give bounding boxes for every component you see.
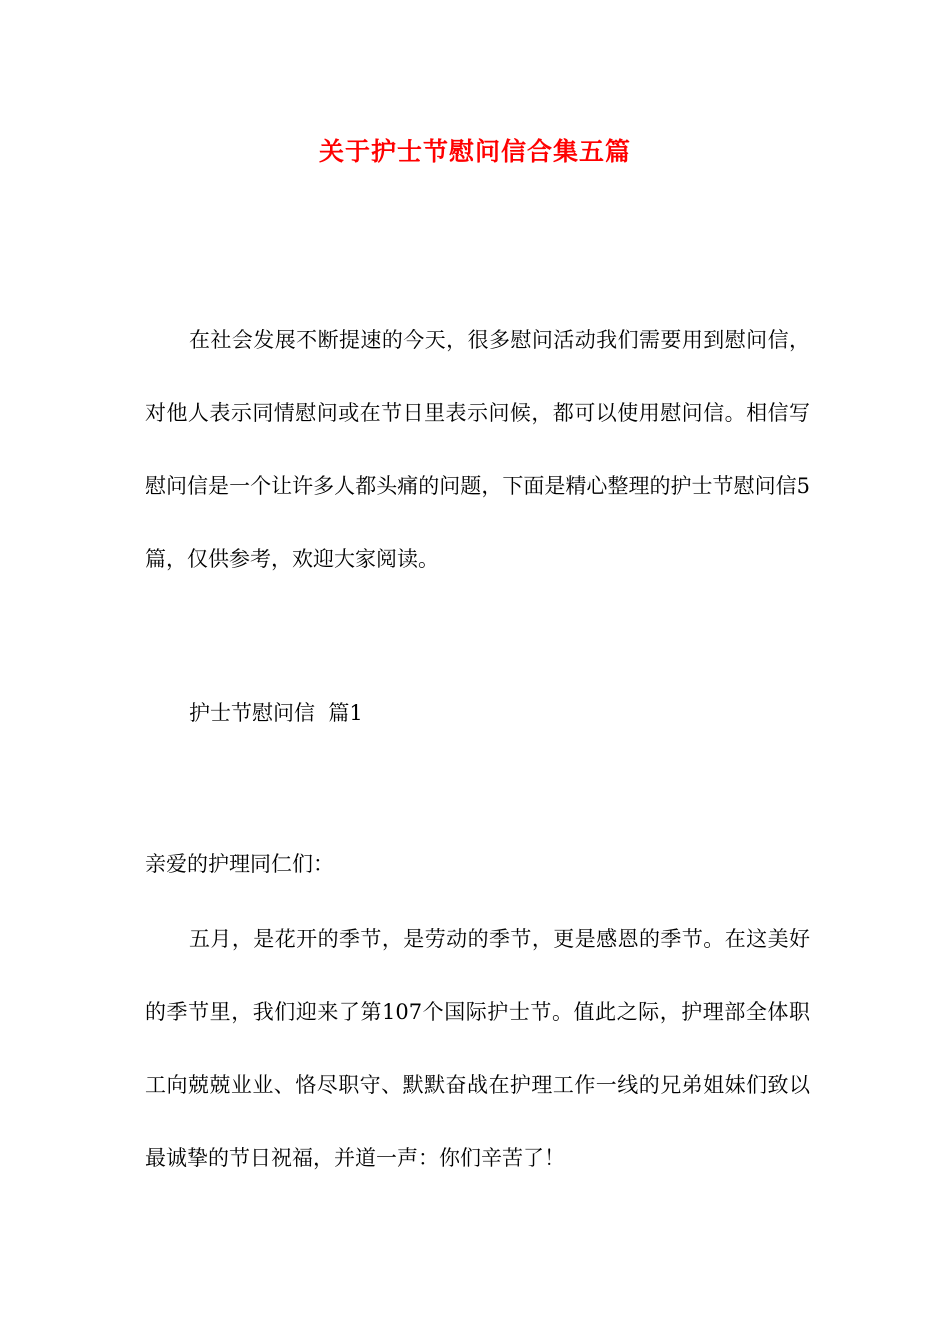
document-title: 关于护士节慰问信合集五篇 xyxy=(318,137,631,166)
body-paragraph: 五月，是花开的季节，是劳动的季节，更是感恩的季节。在这美好的季节里，我们迎来了第107个国际护士节。值此之际，护理部全体职工向兢兢业业、恪尽职守、默默奋战在护理工作一线的兄弟姐妹们致以最诚挚的节日祝福，并道一声：你们辛苦了！ xyxy=(145,927,810,1170)
section-heading: 护士节慰问信 篇1 xyxy=(189,701,363,725)
salutation: 亲爱的护理同仁们： xyxy=(145,852,334,876)
intro-paragraph: 在社会发展不断提速的今天，很多慰问活动我们需要用到慰问信，对他人表示同情慰问或在节日里表示问候，都可以使用慰问信。相信写慰问信是一个让许多人都头痛的问题，下面是精心整理的护士节慰问信5篇，仅供参考，欢迎大家阅读。 xyxy=(145,328,810,571)
